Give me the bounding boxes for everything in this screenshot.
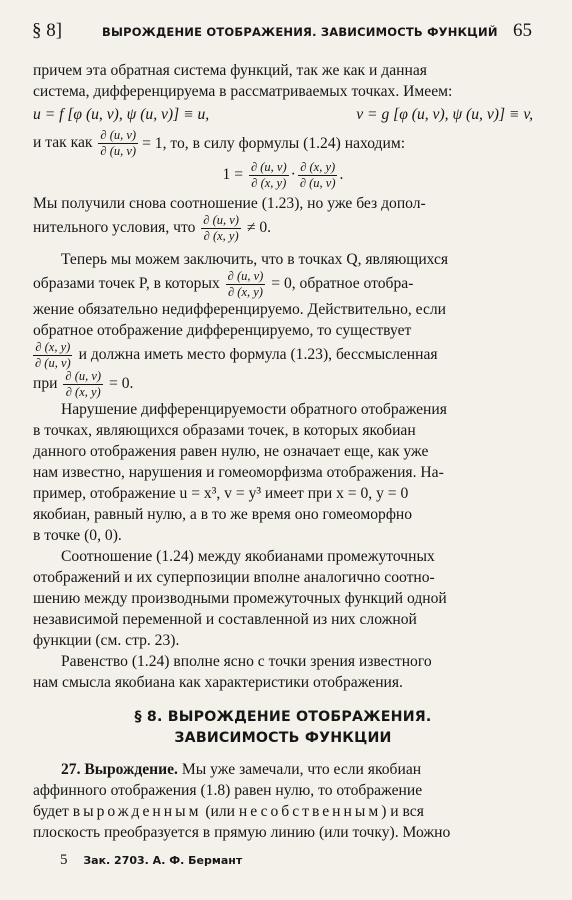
text-line: якобиан, равный нулю, а в то же время оно гомеоморфно [33, 506, 413, 523]
text-line: 27. Вырождение. Мы уже замечали, что если якобиан [61, 761, 422, 778]
fraction: $\frac{\partial (x, y)}{\partial (u, v)}$ [35, 340, 71, 370]
text-line: нам смысла якобиана как характеристики отображения. [33, 674, 403, 691]
text-line: независимой переменной и составленной из них сложной [33, 611, 417, 628]
header-title: ВЫРОЖДЕНИЕ ОТОБРАЖЕНИЯ. ЗАВИСИМОСТЬ ФУНКЦИЙ [102, 25, 498, 39]
equation-left: u = f [φ (u, v), ψ (u, v)] ≡ u, [33, 106, 210, 123]
emphasis-spaced: несобственным [238, 803, 382, 820]
text-line: Равенство (1.24) вполне ясно с точки зрения известного [61, 653, 432, 670]
text-line: нительного условия, что $\frac{\partial (u, v)}{\partial (x, y)}$ ≠ 0. [33, 213, 272, 243]
text-line: отображений и их суперпозиции вполне аналогично соотно- [33, 569, 435, 586]
paragraph-6 [33, 651, 533, 693]
emphasis-spaced: вырожденным [72, 803, 202, 820]
text-line: функции (см. стр. 23). [33, 632, 180, 649]
fraction: $\frac{\partial (u, v)}{\partial (x, y)}$ [203, 213, 239, 243]
equation-identities [33, 104, 533, 125]
heading-line-1: § 8. ВЫРОЖДЕНИЕ ОТОБРАЖЕНИЯ. [134, 709, 432, 725]
text-line: Мы получили снова соотношение (1.23), но уже без допол- [33, 195, 426, 212]
text-line: $\frac{\partial (x, y)}{\partial (u, v)}$ и должна иметь место формула (1.23), бессмысленная [35, 340, 438, 370]
text-line: аффинного отображения (1.8) равен нулю, то отображение [33, 782, 423, 799]
text-line: Соотношение (1.24) между якобианами промежуточных [61, 548, 435, 565]
fraction: $\frac{\partial (x, y)}{\partial (u, v)}$ [299, 160, 336, 190]
printer-note: Зак. 2703. А. Ф. Бермант [83, 854, 243, 867]
printer-footer [60, 852, 242, 869]
fraction: $\frac{\partial (u, v)}{\partial (x, y)}$ [250, 160, 287, 190]
page-body [33, 60, 533, 843]
text-line: жение обязательно недифференцируемо. Действительно, если [33, 301, 447, 318]
running-header [32, 18, 532, 44]
paragraph-2 [33, 193, 533, 243]
heading-line-2: ЗАВИСИМОСТЬ ФУНКЦИИ [174, 730, 392, 746]
fraction: $\frac{\partial (u, v)}{\partial (u, v)}$ [100, 128, 137, 158]
header-section: § 8] [32, 20, 63, 41]
paragraph-5 [33, 546, 533, 651]
paragraph-4 [33, 399, 533, 546]
text-line: пример, отображение u = x³, v = y³ имеет при x = 0, y = 0 [33, 485, 409, 502]
text-line: при $\frac{\partial (u, v)}{\partial (x, y)}$ = 0. [33, 369, 134, 399]
section-heading [33, 707, 533, 749]
text-line: плоскость преобразуется в прямую линию (или точку). Можно [33, 824, 451, 841]
fraction: $\frac{\partial (u, v)}{\partial (x, y)}$ [227, 269, 264, 299]
subsection-title: 27. Вырождение. [61, 761, 178, 778]
paragraph-3 [33, 249, 533, 399]
equation-right: v = g [φ (u, v), ψ (u, v)] ≡ v, [356, 106, 533, 123]
text-line: в точках, являющихся образами точек, в которых якобиан [33, 422, 416, 439]
equation-line-2: и так как $\frac{\partial (u, v)}{\partial (u, v)}$ = 1, то, в силу формулы (1.24) находим: [33, 128, 406, 158]
fraction: $\frac{\partial (u, v)}{\partial (x, y)}$ [65, 369, 102, 399]
text-line: данного отображения равен нулю, не означает еще, как уже [33, 443, 429, 460]
signature-number: 5 [60, 852, 68, 868]
paragraph-7 [33, 759, 533, 843]
text-line: нам известно, нарушения и гомеоморфизма отображения. На- [33, 464, 444, 481]
text-line: обратное отображение дифференцируемо, то существует [33, 322, 412, 339]
text-line: в точке (0, 0). [33, 527, 122, 544]
text-line: будет вырожденным (или несобственным) и вся [33, 803, 424, 820]
page-number: 65 [513, 20, 532, 41]
paragraph-1 [33, 60, 533, 102]
equation-jacobian-product: 1 = $\frac{\partial (u, v)}{\partial (x, y)}$ · $\frac{\partial (x, y)}{\partial (u, v)}$ . [222, 160, 344, 190]
text-line: образами точек P, в которых $\frac{\partial (u, v)}{\partial (x, y)}$ = 0, обратное отобра- [33, 269, 414, 299]
text-line: Нарушение дифференцируемости обратного отображения [61, 401, 447, 418]
text-line: система, дифференцируема в рассматриваемых точках. Имеем: [33, 83, 453, 100]
text-line: Теперь мы можем заключить, что в точках Q, являющихся [61, 251, 449, 268]
text-line: причем эта обратная система функций, так же как и данная [33, 62, 427, 79]
text-line: шению между производными промежуточных функций одной [33, 590, 447, 607]
